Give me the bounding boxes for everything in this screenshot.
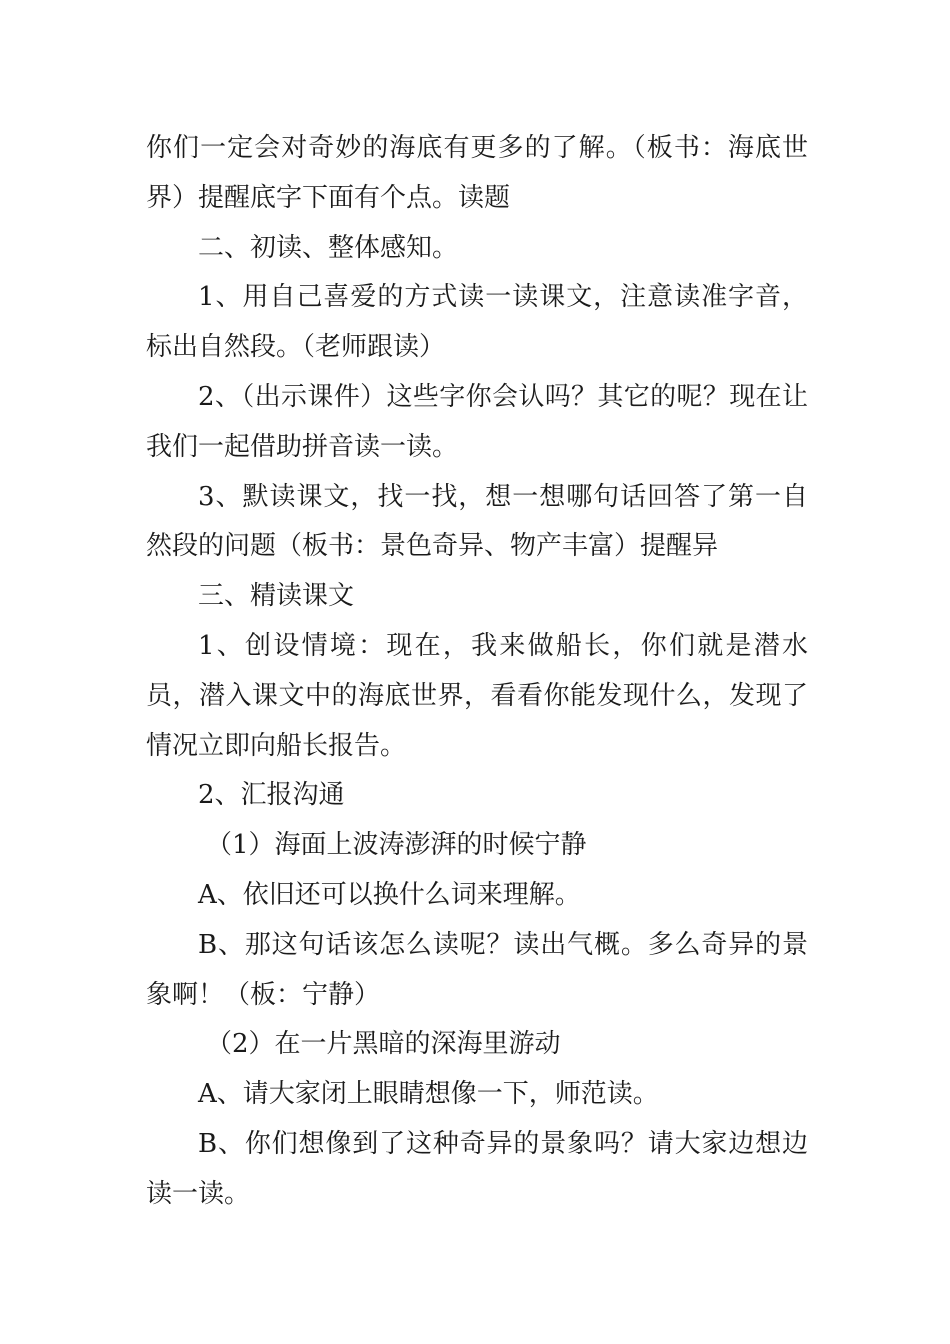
section-heading-close-reading: 三、精读课文 xyxy=(198,581,355,612)
document-body xyxy=(146,124,808,1220)
subheading-item-1: （1）海面上波涛澎湃的时候宁静 xyxy=(206,830,587,861)
paragraph-step-3: 3、默读课文，找一找，想一想哪句话回答了第一自然段的问题（板书：景色奇异、物产丰富）提醒异 xyxy=(146,481,808,562)
paragraph-step-1: 1、用自己喜爱的方式读一读课文，注意读准字音，标出自然段。（老师跟读） xyxy=(146,282,808,363)
paragraph-report: 2、汇报沟通 xyxy=(198,780,345,811)
paragraph-item-1b: B、那这句话该怎么读呢？读出气概。多么奇异的景象啊！（板：宁静） xyxy=(146,929,808,1010)
paragraph-intro-continuation: 你们一定会对奇妙的海底有更多的了解。（板书：海底世界）提醒底字下面有个点。读题 xyxy=(146,133,808,213)
paragraph-item-2b: B、你们想像到了这种奇异的景象吗？请大家边想边读一读。 xyxy=(146,1128,808,1209)
paragraph-item-2a: A、请大家闭上眼睛想像一下，师范读。 xyxy=(198,1079,659,1110)
subheading-item-2: （2）在一片黑暗的深海里游动 xyxy=(206,1029,561,1060)
paragraph-scenario: 1、创设情境：现在，我来做船长，你们就是潜水员，潜入课文中的海底世界，看看你能发现什么，发现了情况立即向船长报告。 xyxy=(146,630,808,761)
section-heading-first-reading: 二、初读、整体感知。 xyxy=(198,232,459,263)
paragraph-item-1a: A、依旧还可以换什么词来理解。 xyxy=(198,879,581,910)
paragraph-step-2: 2、（出示课件）这些字你会认吗？其它的呢？现在让我们一起借助拼音读一读。 xyxy=(146,381,808,462)
